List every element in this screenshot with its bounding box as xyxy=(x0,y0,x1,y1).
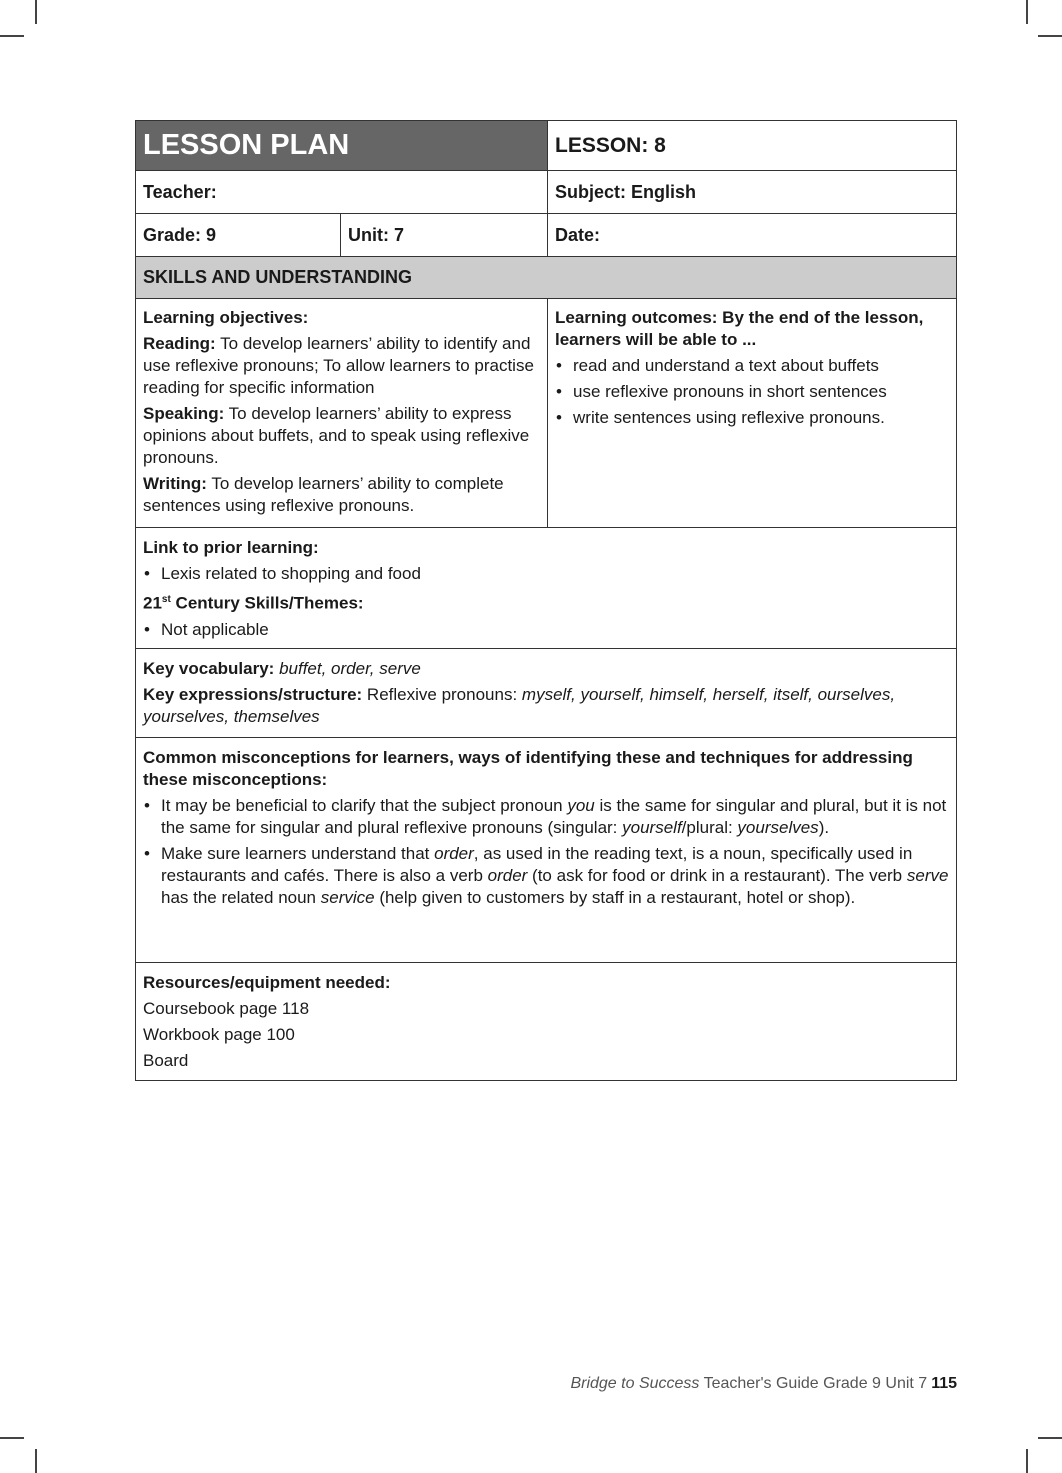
text-italic: yourselves xyxy=(737,818,819,837)
outcomes-heading: Learning outcomes: By the end of the lesson, learners will be able to ... xyxy=(555,308,924,349)
text: (to ask for food or drink in a restaurant). The verb xyxy=(527,866,907,885)
section-header: SKILLS AND UNDERSTANDING xyxy=(136,257,956,299)
expressions-pronouns: myself, yourself, himself, herself, itself, ourselves, yourselves, themselves xyxy=(143,685,896,726)
text: , as used in the reading text, is a noun, specifically used in restaurants and cafés. There is also a verb xyxy=(161,844,913,885)
list-item: • read and understand a text about buffets xyxy=(555,355,949,377)
resource-item: Workbook page 100 xyxy=(143,1025,295,1044)
objective-reading xyxy=(143,333,540,399)
teacher-field: Teacher: xyxy=(143,181,217,202)
list-item xyxy=(143,843,949,909)
resource-item: Coursebook page 118 xyxy=(143,999,310,1018)
learning-outcomes xyxy=(547,299,956,527)
skills-heading-sup: st xyxy=(161,594,171,605)
list-item: • use reflexive pronouns in short sentences xyxy=(555,381,949,403)
outcomes-list xyxy=(555,355,949,429)
objective-speaking xyxy=(143,403,540,469)
skills-list xyxy=(143,619,949,641)
crop-mark xyxy=(35,1449,37,1473)
expressions-label: Key expressions/structure: xyxy=(143,685,363,704)
text-italic: order xyxy=(487,866,528,885)
vocab-text: buffet, order, serve xyxy=(274,659,421,678)
grade-field: Grade: 9 xyxy=(143,224,217,245)
text: has the related noun xyxy=(161,888,321,907)
key-vocabulary xyxy=(143,658,949,680)
resources xyxy=(143,972,949,1072)
text-italic: serve xyxy=(906,866,949,885)
text-italic: service xyxy=(320,888,375,907)
text: It may be beneficial to clarify that the subject pronoun xyxy=(161,796,568,815)
list-item: • Not applicable xyxy=(143,619,949,641)
text-italic: you xyxy=(567,796,595,815)
lesson-plan-title: LESSON PLAN xyxy=(136,121,547,170)
title-row xyxy=(136,121,956,171)
resource-item: Board xyxy=(143,1051,189,1070)
prior-learning-row xyxy=(136,528,956,649)
text: is the same for singular and plural, but it is not the same for singular and plural reflexive pronouns (singular: xyxy=(161,796,947,837)
crop-mark xyxy=(1026,0,1028,24)
objective-label: Speaking: xyxy=(143,404,225,423)
objectives-heading: Learning objectives: xyxy=(143,308,309,327)
misconceptions-heading: Common misconceptions for learners, ways of identifying these and techniques for addressing these misconceptions: xyxy=(143,748,913,789)
book-title: Bridge to Success xyxy=(570,1375,700,1392)
objective-text: To develop learners’ ability to express opinions about buffets, and to speak using reflexive pronouns. xyxy=(143,404,530,467)
objective-label: Writing: xyxy=(143,474,207,493)
text-italic: order xyxy=(434,844,474,863)
skills-heading xyxy=(143,589,949,615)
crop-mark xyxy=(0,35,24,37)
objective-writing xyxy=(143,473,540,517)
list-item: • Lexis related to shopping and food xyxy=(143,563,949,585)
date-field: Date: xyxy=(547,214,956,256)
prior-learning-list xyxy=(143,563,949,585)
objective-text: To develop learners’ ability to identify and use reflexive pronouns; To allow learners to practise reading for specific information xyxy=(143,334,534,397)
subject-field: Subject: English xyxy=(547,171,956,213)
unit-field: Unit: 7 xyxy=(340,214,547,256)
learning-objectives xyxy=(136,299,547,527)
crop-mark xyxy=(0,1437,24,1439)
prior-learning xyxy=(143,537,949,648)
misconceptions xyxy=(143,747,949,962)
key-expressions xyxy=(143,684,949,728)
resources-heading: Resources/equipment needed: xyxy=(143,973,391,992)
footer-text: Teacher's Guide Grade 9 Unit 7 xyxy=(699,1375,928,1392)
text-italic: yourself xyxy=(622,818,682,837)
objective-text: To develop learners’ ability to complete sentences using reflexive pronouns. xyxy=(143,474,504,515)
objectives-row xyxy=(136,299,956,528)
objective-label: Reading: xyxy=(143,334,216,353)
vocabulary xyxy=(143,658,949,737)
page-footer xyxy=(570,1375,957,1393)
list-item: • write sentences using reflexive pronouns. xyxy=(555,407,949,429)
page-number: 115 xyxy=(931,1375,957,1392)
misconceptions-row xyxy=(136,738,956,963)
teacher-row xyxy=(136,171,956,214)
crop-mark xyxy=(1026,1449,1028,1473)
text: (help given to customers by staff in a restaurant, hotel or shop). xyxy=(374,888,856,907)
grade-row xyxy=(136,214,956,257)
list-item xyxy=(143,795,949,839)
text: /plural: xyxy=(681,818,738,837)
lesson-plan-table xyxy=(135,120,957,1081)
crop-mark xyxy=(1038,35,1062,37)
crop-mark xyxy=(1038,1437,1062,1439)
prior-learning-heading: Link to prior learning: xyxy=(143,538,319,557)
vocabulary-row xyxy=(136,649,956,738)
text: ). xyxy=(818,818,830,837)
misconceptions-list xyxy=(143,795,949,909)
crop-mark xyxy=(35,0,37,24)
lesson-number: LESSON: 8 xyxy=(547,121,956,170)
expressions-text: Reflexive pronouns: xyxy=(362,685,522,704)
vocab-label: Key vocabulary: xyxy=(143,659,275,678)
text: Make sure learners understand that xyxy=(161,844,435,863)
resources-row xyxy=(136,963,956,1080)
skills-heading-text: Century Skills/Themes: xyxy=(170,593,364,613)
skills-heading-number: 21 xyxy=(143,593,162,613)
